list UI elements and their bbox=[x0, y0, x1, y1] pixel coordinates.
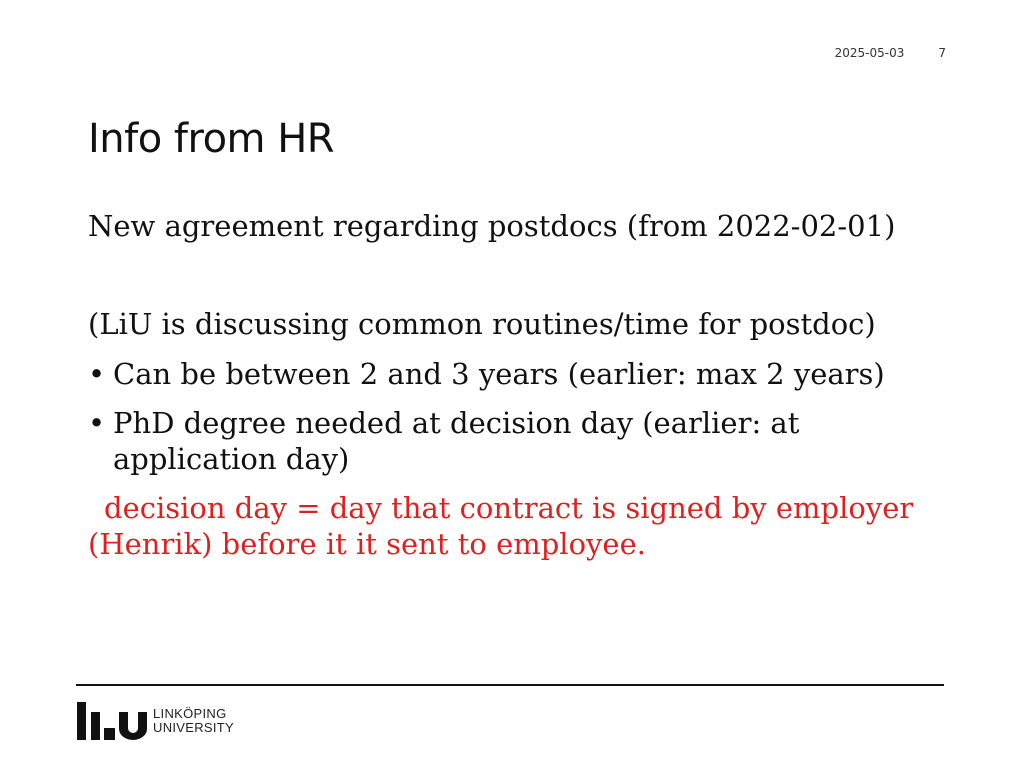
subheading-text: (LiU is discussing common routines/time for postdoc) bbox=[88, 307, 876, 341]
liu-logo-line2: UNIVERSITY bbox=[153, 720, 235, 735]
decision-day-note: decision day = day that contract is signed by employer (Henrik) before it it sent to employee. bbox=[88, 491, 914, 561]
bullet-item bbox=[88, 356, 938, 392]
liu-logo-text bbox=[153, 707, 234, 735]
bullet-icon: • bbox=[88, 357, 106, 391]
spacer bbox=[88, 244, 938, 306]
slide-title: Info from HR bbox=[88, 116, 335, 162]
bullet-text: Can be between 2 and 3 years (earlier: max 2 years) bbox=[113, 357, 885, 391]
slide-header-meta bbox=[835, 46, 946, 60]
liu-logo-line1: LINKÖPING bbox=[153, 706, 227, 721]
intro-text: New agreement regarding postdocs (from 2022-02-01) bbox=[88, 209, 896, 243]
slide-page-number: 7 bbox=[938, 46, 946, 60]
bullet-icon: • bbox=[88, 406, 106, 440]
footer-divider bbox=[76, 684, 944, 686]
slide-date: 2025-05-03 bbox=[834, 46, 905, 60]
liu-logo-icon bbox=[77, 702, 147, 740]
slide-body bbox=[88, 208, 938, 562]
bullet-item bbox=[88, 405, 938, 477]
bullet-list bbox=[88, 356, 938, 477]
bullet-text: PhD degree needed at decision day (earlier: at application day) bbox=[113, 406, 800, 476]
liu-logo bbox=[77, 702, 234, 740]
